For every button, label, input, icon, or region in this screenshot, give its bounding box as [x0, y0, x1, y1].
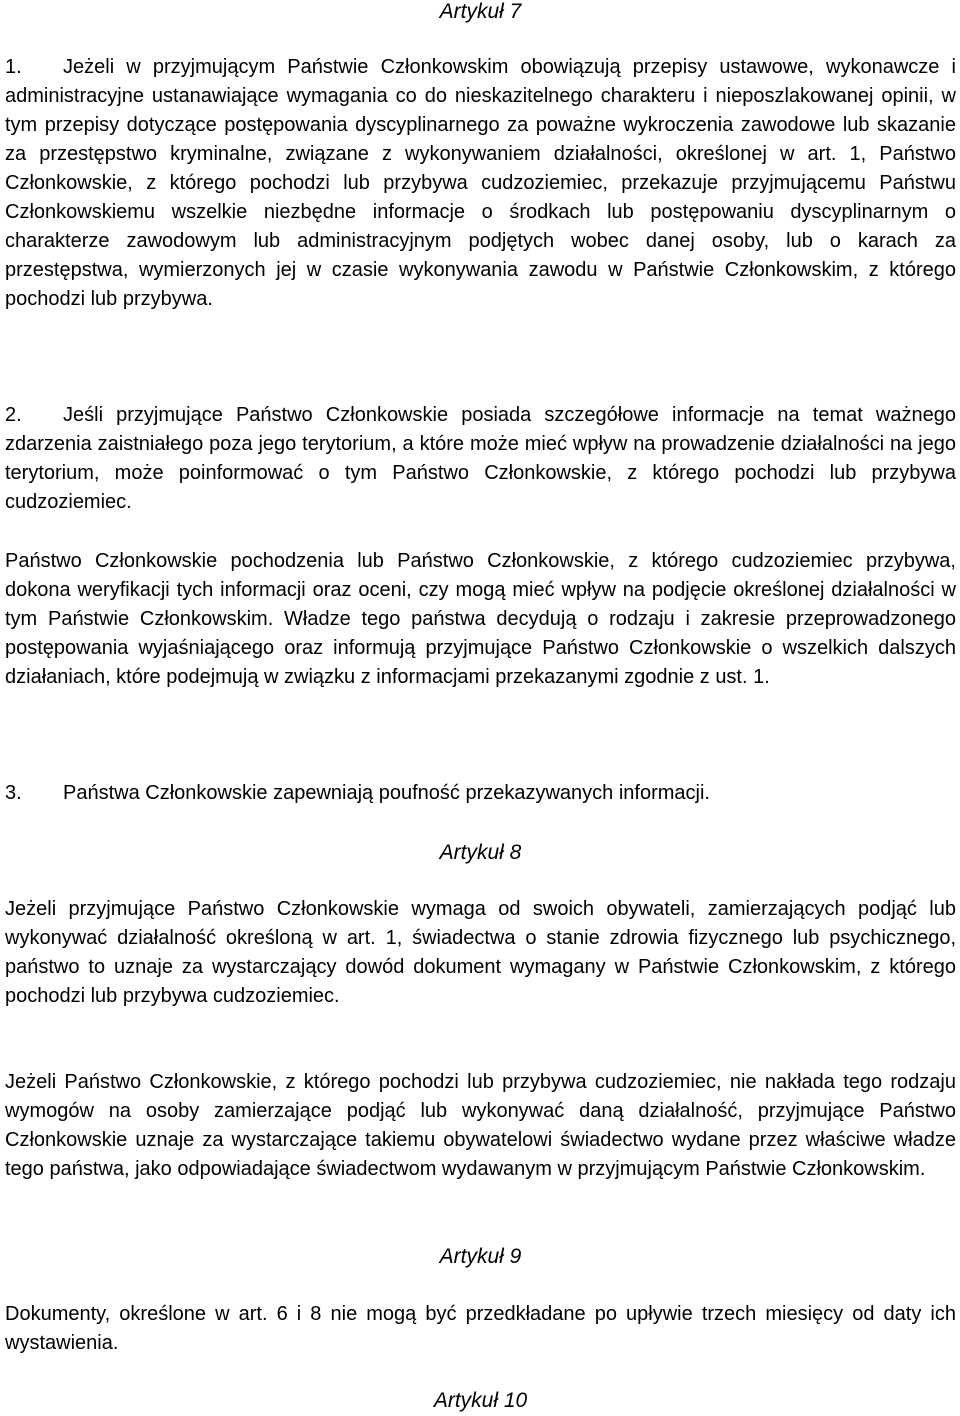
- paragraph-text: Państwa Członkowskie zapewniają poufność przekazywanych informacji.: [63, 782, 710, 804]
- article-7-paragraph-3: [5, 779, 956, 808]
- article-8-heading: Artykuł 8: [439, 841, 522, 864]
- article-7-heading: Artykuł 7: [439, 0, 522, 23]
- article-7-paragraph-2: [5, 401, 956, 517]
- paragraph-text: Jeśli przyjmujące Państwo Członkowskie posiada szczegółowe informacje na temat ważnego zdarzenia zaistniałego poza jego terytorium, a które może mieć wpływ na prowadzenie działalności na jego terytorium, może poinformować o tym Państwo Członkowskie, z którego pochodzi lub przybywa cudzoziemiec.: [5, 404, 956, 513]
- paragraph-number: 3.: [5, 782, 22, 804]
- article-9-paragraph-1: Dokumenty, określone w art. 6 i 8 nie mogą być przedkładane po upływie trzech miesięcy od daty ich wystawienia.: [5, 1303, 956, 1354]
- article-7-paragraph-2-continued: Państwo Członkowskie pochodzenia lub Państwo Członkowskie, z którego cudzoziemiec przybywa, dokona weryfikacji tych informacji oraz oceni, czy mogą mieć wpływ na podjęcie określonej działalności w tym Państwie Członkowskim. Władze tego państwa decydują o rodzaju i zakresie przeprowadzonego postępowania wyjaśniającego oraz informują przyjmujące Państwo Członkowskie o wszelkich dalszych działaniach, które podejmują w związku z informacjami przekazanymi zgodnie z ust. 1.: [5, 550, 956, 688]
- paragraph-number: 1.: [5, 56, 22, 78]
- article-7-paragraph-1: [5, 53, 956, 314]
- article-8-paragraph-1: Jeżeli przyjmujące Państwo Członkowskie wymaga od swoich obywateli, zamierzających podjąć lub wykonywać działalność określoną w art. 1, świadectwa o stanie zdrowia fizycznego lub psychicznego, państwo to uznaje za wystarczający dowód dokument wymagany w Państwie Członkowskim, z którego pochodzi lub przybywa cudzoziemiec.: [5, 898, 956, 1007]
- paragraph-number: 2.: [5, 404, 22, 426]
- article-10-heading: Artykuł 10: [433, 1389, 528, 1412]
- article-9-heading: Artykuł 9: [439, 1245, 522, 1268]
- paragraph-text: Jeżeli w przyjmującym Państwie Członkowskim obowiązują przepisy ustawowe, wykonawcze i administracyjne ustanawiające wymagania co do nieskazitelnego charakteru i nieposzlakowanej opinii, w tym przepisy dotyczące postępowania dyscyplinarnego za poważne wykroczenia zawodowe lub skazanie za przestępstwo kryminalne, związane z wykonywaniem działalności, określonej w art. 1, Państwo Członkowskie, z którego pochodzi lub przybywa cudzoziemiec, przekazuje przyjmującemu Państwu Członkowskiemu wszelkie niezbędne informacje o środkach lub postępowaniu dyscyplinarnym o charakterze zawodowym lub administracyjnym podjętych wobec danej osoby, lub o karach za przestępstwa, wymierzonych jej w czasie wykonywania zawodu w Państwie Członkowskim, z którego pochodzi lub przybywa.: [5, 56, 956, 310]
- article-8-paragraph-2: Jeżeli Państwo Członkowskie, z którego pochodzi lub przybywa cudzoziemiec, nie nakłada tego rodzaju wymogów na osoby zamierzające podjąć lub wykonywać daną działalność, przyjmujące Państwo Członkowskie uznaje za wystarczające takiemu obywatelowi świadectwo wydane przez właściwe władze tego państwa, jako odpowiadające świadectwom wydawanym w przyjmującym Państwie Członkowskim.: [5, 1071, 956, 1180]
